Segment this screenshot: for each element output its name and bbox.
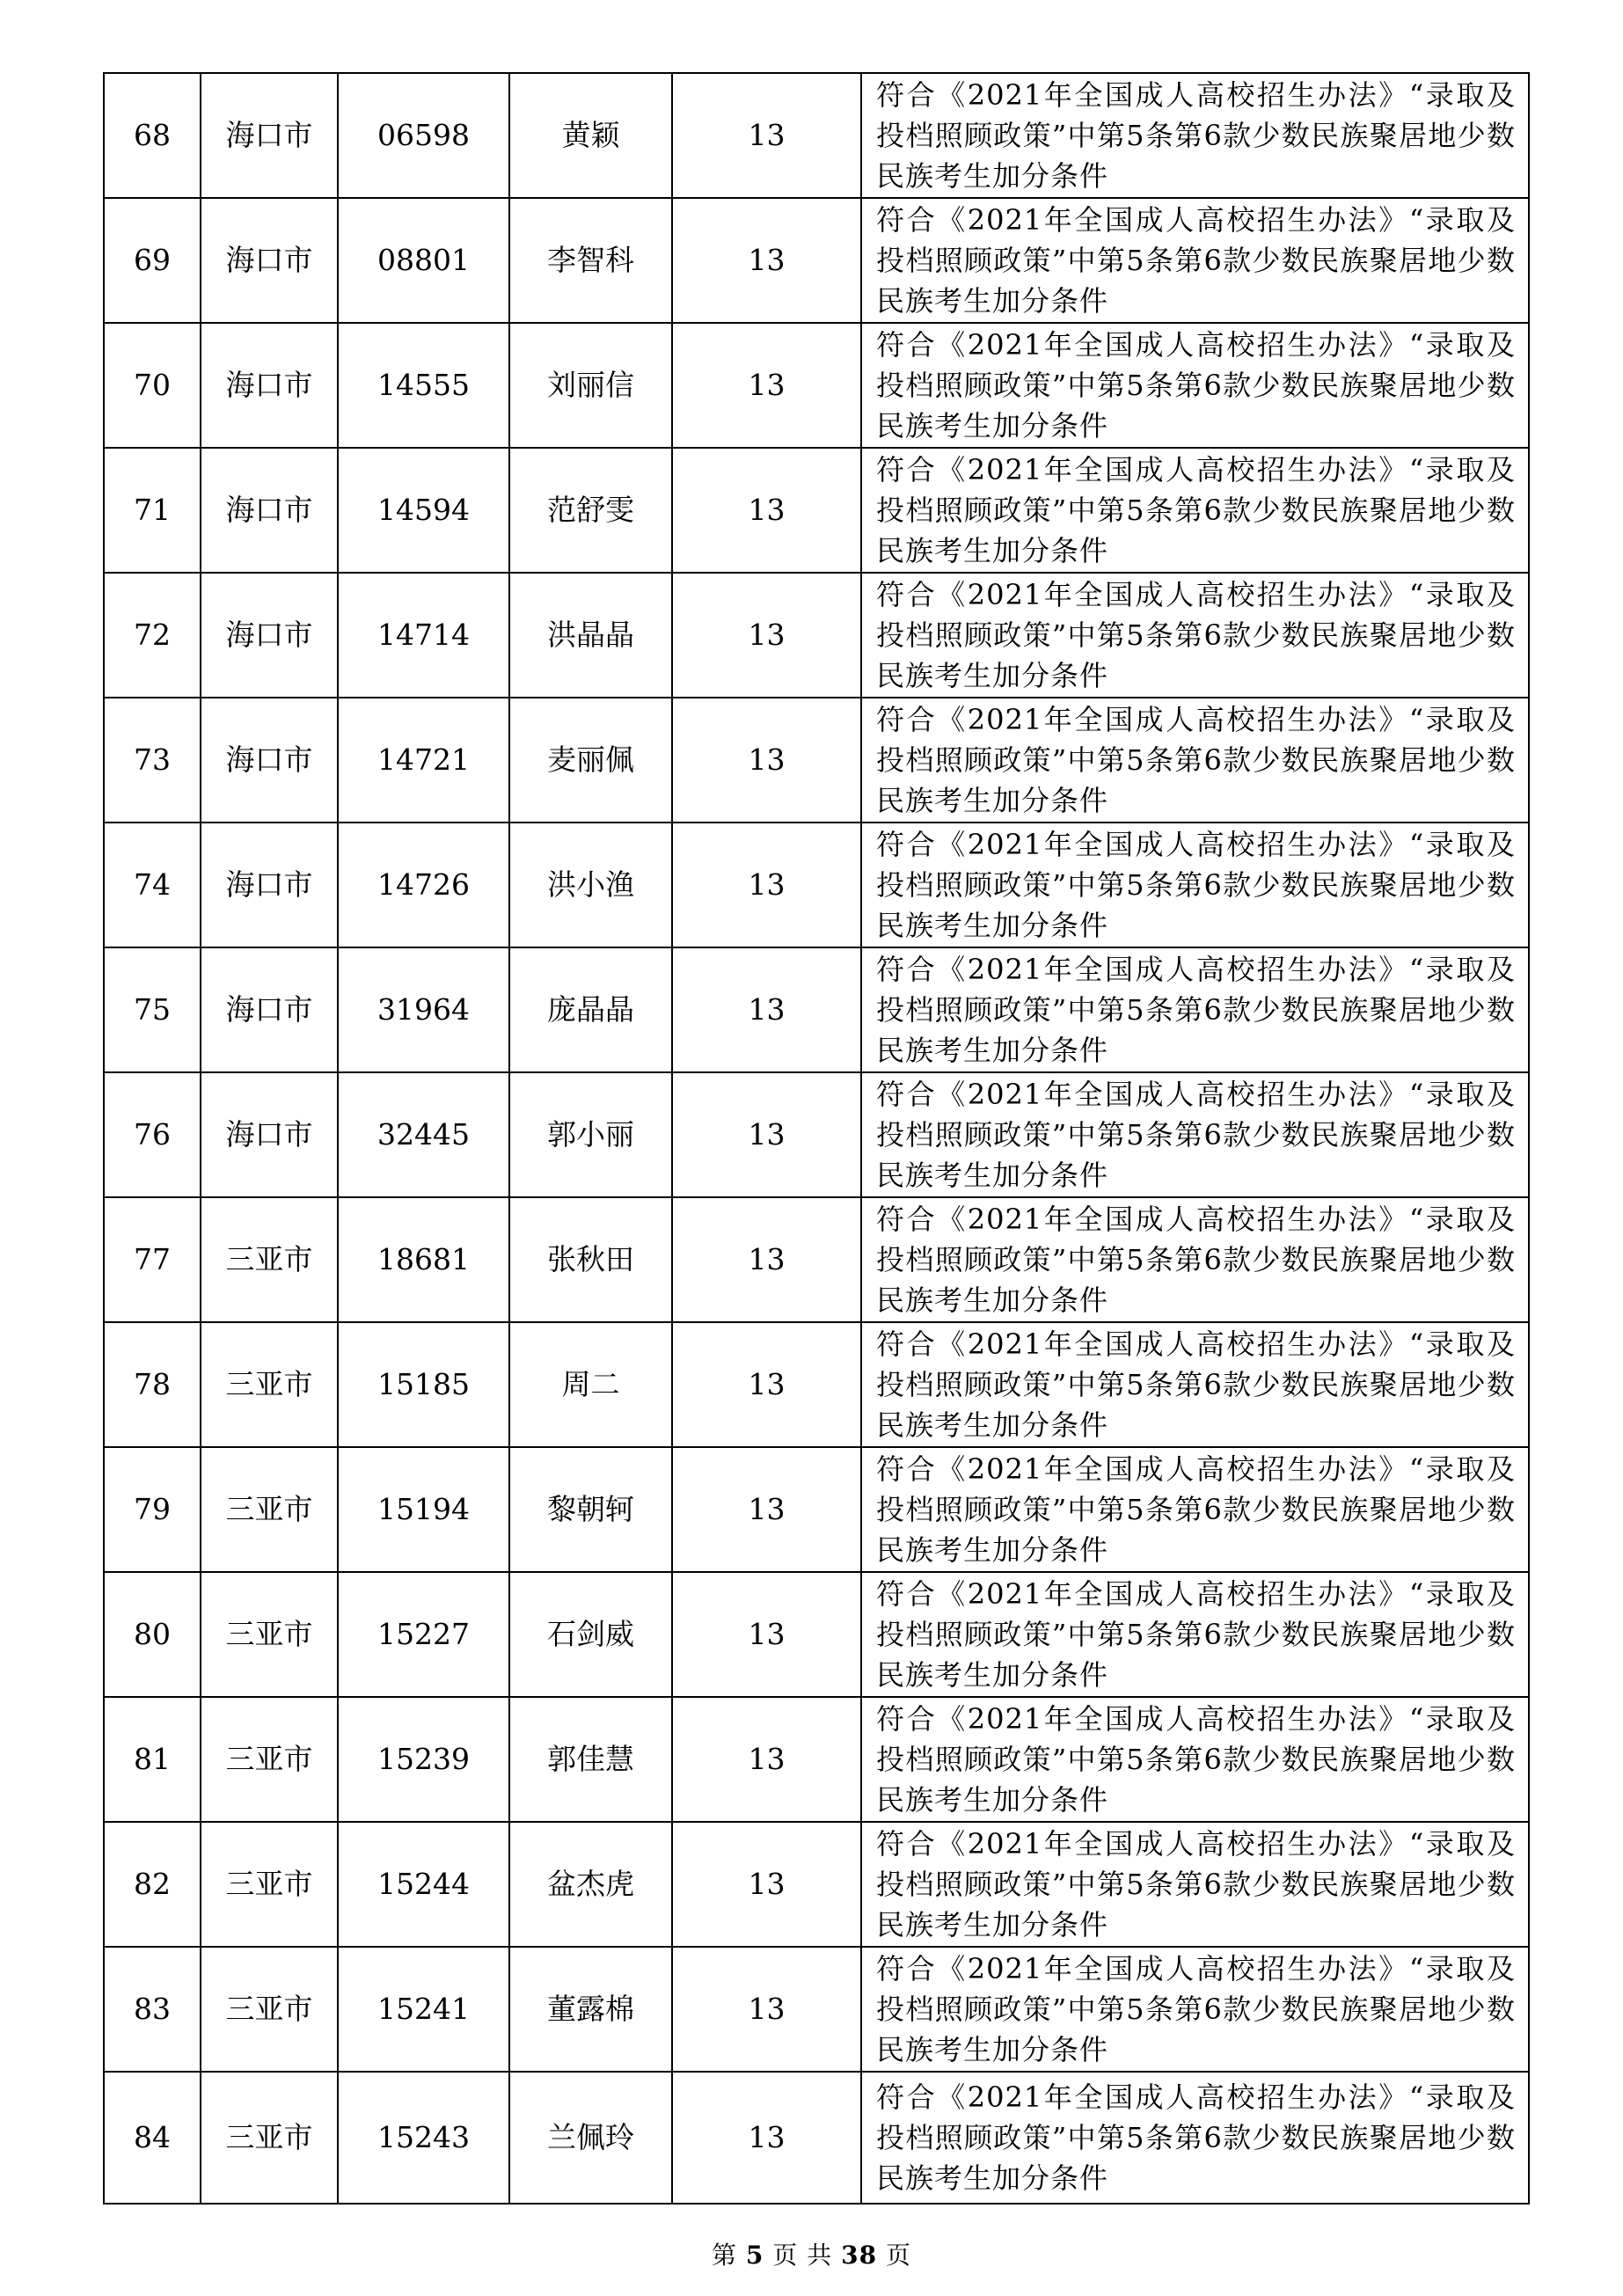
cell-candidate-name: 兰佩玲 <box>509 2072 672 2204</box>
table-row <box>104 1697 1529 1822</box>
cell-remark: 符合《2021年全国成人高校招生办法》“录取及投档照顾政策”中第5条第6款少数民族聚居地少数民族考生加分条件 <box>861 448 1529 573</box>
table-row <box>104 1322 1529 1447</box>
cell-city: 海口市 <box>201 198 338 323</box>
cell-candidate-name: 洪晶晶 <box>509 573 672 698</box>
cell-bonus-points: 13 <box>672 198 861 323</box>
table-row <box>104 448 1529 573</box>
cell-index: 75 <box>104 947 201 1072</box>
cell-bonus-points: 13 <box>672 1447 861 1572</box>
cell-candidate-code: 14594 <box>338 448 509 573</box>
cell-candidate-name: 黄颖 <box>509 73 672 198</box>
cell-candidate-name: 郭佳慧 <box>509 1697 672 1822</box>
cell-candidate-code: 18681 <box>338 1197 509 1322</box>
cell-candidate-name: 盆杰虎 <box>509 1822 672 1947</box>
cell-city: 海口市 <box>201 323 338 448</box>
table-row <box>104 573 1529 698</box>
cell-remark: 符合《2021年全国成人高校招生办法》“录取及投档照顾政策”中第5条第6款少数民族聚居地少数民族考生加分条件 <box>861 1322 1529 1447</box>
page-footer <box>0 2236 1623 2271</box>
cell-remark: 符合《2021年全国成人高校招生办法》“录取及投档照顾政策”中第5条第6款少数民族聚居地少数民族考生加分条件 <box>861 1447 1529 1572</box>
cell-city: 海口市 <box>201 823 338 947</box>
cell-remark: 符合《2021年全国成人高校招生办法》“录取及投档照顾政策”中第5条第6款少数民族聚居地少数民族考生加分条件 <box>861 73 1529 198</box>
cell-candidate-code: 06598 <box>338 73 509 198</box>
footer-prefix: 第 <box>711 2241 737 2270</box>
cell-candidate-name: 石剑威 <box>509 1572 672 1697</box>
roster-table-body <box>104 73 1529 2204</box>
cell-candidate-name: 董露棉 <box>509 1947 672 2072</box>
cell-index: 68 <box>104 73 201 198</box>
cell-remark: 符合《2021年全国成人高校招生办法》“录取及投档照顾政策”中第5条第6款少数民族聚居地少数民族考生加分条件 <box>861 2072 1529 2204</box>
cell-remark: 符合《2021年全国成人高校招生办法》“录取及投档照顾政策”中第5条第6款少数民族聚居地少数民族考生加分条件 <box>861 198 1529 323</box>
cell-index: 76 <box>104 1072 201 1197</box>
table-row <box>104 947 1529 1072</box>
cell-bonus-points: 13 <box>672 73 861 198</box>
cell-city: 海口市 <box>201 1072 338 1197</box>
cell-index: 72 <box>104 573 201 698</box>
footer-suffix: 页 <box>885 2241 911 2270</box>
cell-bonus-points: 13 <box>672 1197 861 1322</box>
cell-candidate-code: 15244 <box>338 1822 509 1947</box>
cell-city: 海口市 <box>201 947 338 1072</box>
cell-index: 77 <box>104 1197 201 1322</box>
cell-candidate-name: 李智科 <box>509 198 672 323</box>
cell-candidate-code: 15185 <box>338 1322 509 1447</box>
cell-index: 78 <box>104 1322 201 1447</box>
cell-index: 80 <box>104 1572 201 1697</box>
cell-bonus-points: 13 <box>672 1322 861 1447</box>
footer-total-pages: 38 <box>841 2241 878 2270</box>
cell-bonus-points: 13 <box>672 448 861 573</box>
cell-candidate-code: 32445 <box>338 1072 509 1197</box>
cell-candidate-name: 张秋田 <box>509 1197 672 1322</box>
footer-middle: 页 共 <box>772 2241 833 2270</box>
cell-candidate-code: 14714 <box>338 573 509 698</box>
roster-sheet <box>103 72 1528 2205</box>
cell-remark: 符合《2021年全国成人高校招生办法》“录取及投档照顾政策”中第5条第6款少数民族聚居地少数民族考生加分条件 <box>861 1072 1529 1197</box>
footer-page-number: 5 <box>745 2241 764 2270</box>
cell-bonus-points: 13 <box>672 698 861 823</box>
cell-candidate-code: 14726 <box>338 823 509 947</box>
cell-remark: 符合《2021年全国成人高校招生办法》“录取及投档照顾政策”中第5条第6款少数民族聚居地少数民族考生加分条件 <box>861 823 1529 947</box>
table-row <box>104 1947 1529 2072</box>
cell-bonus-points: 13 <box>672 1947 861 2072</box>
cell-candidate-name: 周二 <box>509 1322 672 1447</box>
cell-city: 三亚市 <box>201 1947 338 2072</box>
cell-remark: 符合《2021年全国成人高校招生办法》“录取及投档照顾政策”中第5条第6款少数民族聚居地少数民族考生加分条件 <box>861 573 1529 698</box>
table-row <box>104 1447 1529 1572</box>
cell-bonus-points: 13 <box>672 1822 861 1947</box>
cell-city: 海口市 <box>201 73 338 198</box>
cell-candidate-code: 15227 <box>338 1572 509 1697</box>
cell-remark: 符合《2021年全国成人高校招生办法》“录取及投档照顾政策”中第5条第6款少数民族聚居地少数民族考生加分条件 <box>861 1572 1529 1697</box>
cell-remark: 符合《2021年全国成人高校招生办法》“录取及投档照顾政策”中第5条第6款少数民族聚居地少数民族考生加分条件 <box>861 1197 1529 1322</box>
table-row <box>104 1822 1529 1947</box>
cell-candidate-code: 31964 <box>338 947 509 1072</box>
cell-remark: 符合《2021年全国成人高校招生办法》“录取及投档照顾政策”中第5条第6款少数民族聚居地少数民族考生加分条件 <box>861 1697 1529 1822</box>
cell-index: 74 <box>104 823 201 947</box>
cell-index: 79 <box>104 1447 201 1572</box>
cell-candidate-code: 08801 <box>338 198 509 323</box>
cell-remark: 符合《2021年全国成人高校招生办法》“录取及投档照顾政策”中第5条第6款少数民族聚居地少数民族考生加分条件 <box>861 947 1529 1072</box>
cell-bonus-points: 13 <box>672 2072 861 2204</box>
cell-city: 海口市 <box>201 698 338 823</box>
cell-candidate-name: 郭小丽 <box>509 1072 672 1197</box>
table-row <box>104 823 1529 947</box>
table-row <box>104 323 1529 448</box>
cell-city: 三亚市 <box>201 1322 338 1447</box>
roster-table <box>103 72 1530 2205</box>
cell-candidate-name: 麦丽佩 <box>509 698 672 823</box>
cell-remark: 符合《2021年全国成人高校招生办法》“录取及投档照顾政策”中第5条第6款少数民族聚居地少数民族考生加分条件 <box>861 323 1529 448</box>
cell-index: 82 <box>104 1822 201 1947</box>
cell-city: 三亚市 <box>201 1197 338 1322</box>
cell-city: 三亚市 <box>201 2072 338 2204</box>
cell-index: 84 <box>104 2072 201 2204</box>
table-row <box>104 198 1529 323</box>
cell-bonus-points: 13 <box>672 323 861 448</box>
cell-bonus-points: 13 <box>672 823 861 947</box>
table-row <box>104 1197 1529 1322</box>
cell-bonus-points: 13 <box>672 947 861 1072</box>
table-row <box>104 2072 1529 2204</box>
cell-candidate-name: 范舒雯 <box>509 448 672 573</box>
cell-remark: 符合《2021年全国成人高校招生办法》“录取及投档照顾政策”中第5条第6款少数民族聚居地少数民族考生加分条件 <box>861 698 1529 823</box>
cell-city: 三亚市 <box>201 1447 338 1572</box>
cell-city: 海口市 <box>201 573 338 698</box>
cell-city: 三亚市 <box>201 1572 338 1697</box>
cell-index: 73 <box>104 698 201 823</box>
table-row <box>104 1072 1529 1197</box>
table-row <box>104 1572 1529 1697</box>
cell-index: 71 <box>104 448 201 573</box>
cell-index: 69 <box>104 198 201 323</box>
cell-bonus-points: 13 <box>672 1072 861 1197</box>
cell-index: 81 <box>104 1697 201 1822</box>
cell-candidate-name: 洪小渔 <box>509 823 672 947</box>
cell-bonus-points: 13 <box>672 1697 861 1822</box>
cell-city: 三亚市 <box>201 1697 338 1822</box>
cell-remark: 符合《2021年全国成人高校招生办法》“录取及投档照顾政策”中第5条第6款少数民族聚居地少数民族考生加分条件 <box>861 1822 1529 1947</box>
cell-candidate-code: 14555 <box>338 323 509 448</box>
cell-index: 70 <box>104 323 201 448</box>
cell-candidate-name: 庞晶晶 <box>509 947 672 1072</box>
cell-candidate-name: 黎朝轲 <box>509 1447 672 1572</box>
cell-candidate-name: 刘丽信 <box>509 323 672 448</box>
cell-city: 海口市 <box>201 448 338 573</box>
cell-candidate-code: 15243 <box>338 2072 509 2204</box>
table-row <box>104 73 1529 198</box>
table-row <box>104 698 1529 823</box>
cell-candidate-code: 14721 <box>338 698 509 823</box>
cell-candidate-code: 15194 <box>338 1447 509 1572</box>
cell-bonus-points: 13 <box>672 1572 861 1697</box>
cell-city: 三亚市 <box>201 1822 338 1947</box>
cell-candidate-code: 15239 <box>338 1697 509 1822</box>
cell-index: 83 <box>104 1947 201 2072</box>
cell-remark: 符合《2021年全国成人高校招生办法》“录取及投档照顾政策”中第5条第6款少数民族聚居地少数民族考生加分条件 <box>861 1947 1529 2072</box>
cell-candidate-code: 15241 <box>338 1947 509 2072</box>
cell-bonus-points: 13 <box>672 573 861 698</box>
